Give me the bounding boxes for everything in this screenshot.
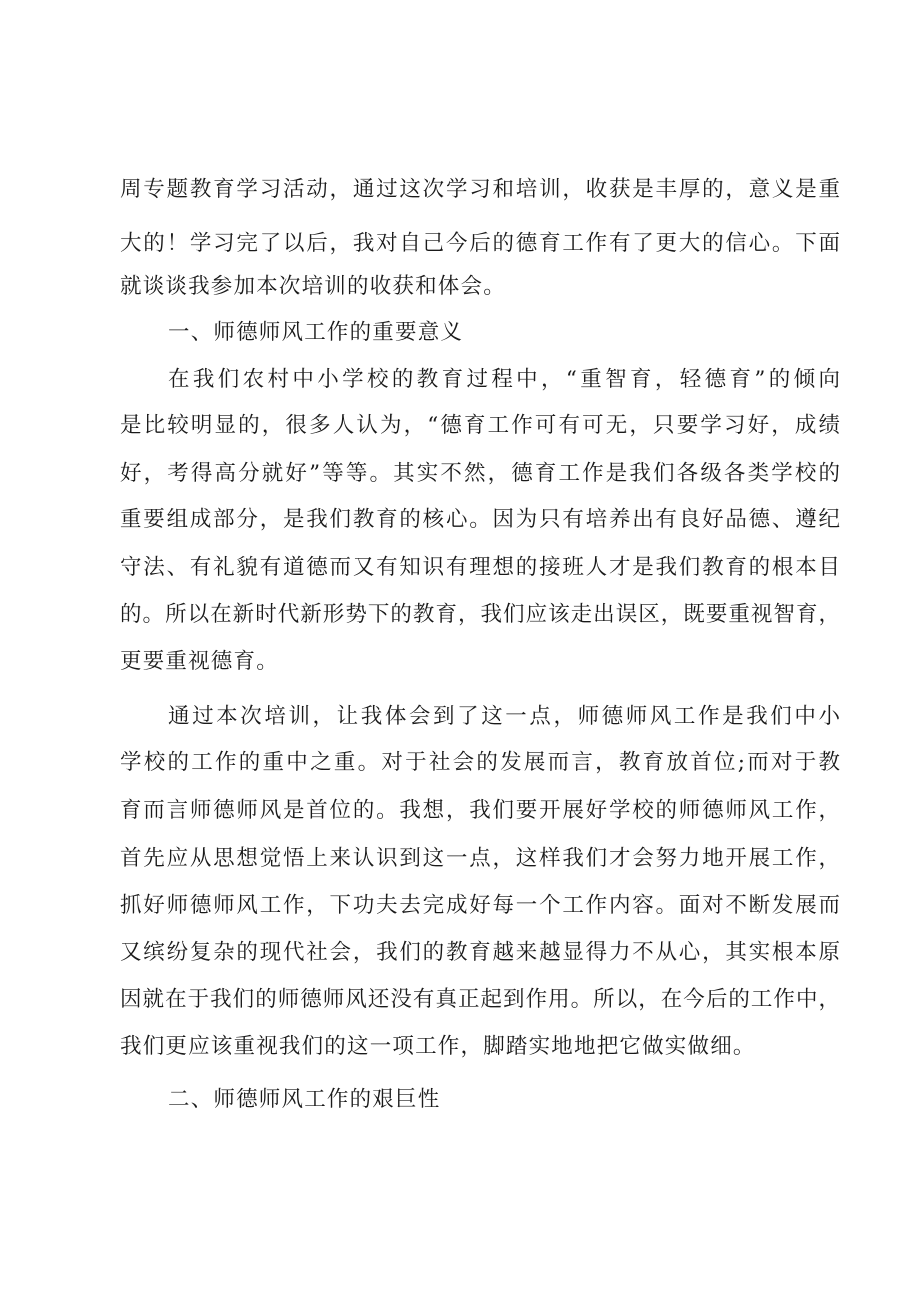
paragraph-2-line-2: 是比较明显的，很多人认为，“德育工作可有可无，只要学习好，成绩 (120, 413, 840, 438)
paragraph-3-line-5: 抓好师德师风工作，下功夫去完成好每一个工作内容。面对不断发展而 (120, 893, 840, 918)
section-heading-2: 二、师德师风工作的艰巨性 (168, 1087, 441, 1112)
paragraph-2-line-7: 更要重视德育。 (120, 649, 279, 674)
paragraph-3-line-8: 我们更应该重视我们的这一项工作，脚踏实地地把它做实做细。 (120, 1034, 756, 1059)
paragraph-3-line-7: 因就在于我们的师德师风还没有真正起到作用。所以，在今后的工作中， (120, 987, 840, 1012)
paragraph-2-line-5: 守法、有礼貌有道德而又有知识有理想的接班人才是我们教育的根本目 (120, 555, 840, 580)
paragraph-3-line-2: 学校的工作的重中之重。对于社会的发展而言，教育放首位;而对于教 (120, 750, 840, 775)
paragraph-2-line-6: 的。所以在新时代新形势下的教育，我们应该走出误区，既要重视智育， (120, 602, 840, 627)
paragraph-1-line-3: 就谈谈我参加本次培训的收获和体会。 (120, 274, 506, 299)
paragraph-3-line-3: 育而言师德师风是首位的。我想，我们要开展好学校的师德师风工作， (120, 798, 840, 823)
section-heading-1: 一、师德师风工作的重要意义 (168, 320, 464, 345)
paragraph-2-line-3: 好，考得高分就好”等等。其实不然，德育工作是我们各级各类学校的 (120, 461, 840, 486)
paragraph-1-line-1: 周专题教育学习活动，通过这次学习和培训，收获是丰厚的，意义是重 (120, 177, 840, 202)
paragraph-2-line-1: 在我们农村中小学校的教育过程中，“重智育，轻德育”的倾向 (168, 367, 840, 392)
paragraph-2-line-4: 重要组成部分，是我们教育的核心。因为只有培养出有良好品德、遵纪 (120, 507, 840, 532)
paragraph-3-line-6: 又缤纷复杂的现代社会，我们的教育越来越显得力不从心，其实根本原 (120, 940, 840, 965)
paragraph-3-line-4: 首先应从思想觉悟上来认识到这一点，这样我们才会努力地开展工作， (120, 846, 840, 871)
paragraph-3-line-1: 通过本次培训，让我体会到了这一点，师德师风工作是我们中小 (168, 704, 840, 729)
paragraph-1-line-2: 大的！学习完了以后，我对自己今后的德育工作有了更大的信心。下面 (120, 231, 840, 256)
